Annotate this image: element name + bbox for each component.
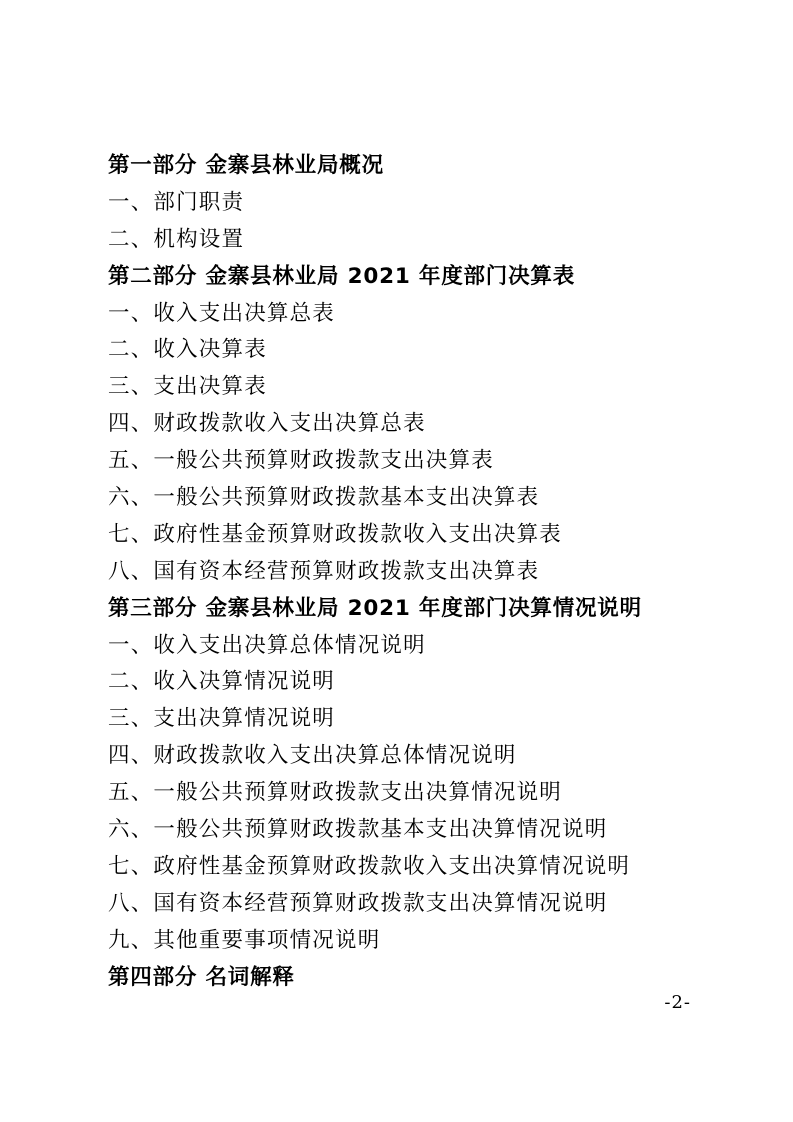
- toc-item: 六、一般公共预算财政拨款基本支出决算表: [108, 485, 540, 511]
- toc-item: 四、财政拨款收入支出决算总表: [108, 411, 426, 437]
- page-number: -2-: [664, 992, 691, 1013]
- toc-item: 五、一般公共预算财政拨款支出决算情况说明: [108, 780, 563, 806]
- table-of-contents: [108, 148, 708, 996]
- toc-item: 九、其他重要事项情况说明: [108, 927, 381, 953]
- toc-part-heading: 第一部分 金寨县林业局概况: [108, 153, 384, 178]
- toc-item: 一、部门职责: [108, 189, 245, 215]
- toc-item: 二、收入决算情况说明: [108, 669, 336, 695]
- toc-item: 七、政府性基金预算财政拨款收入支出决算表: [108, 521, 563, 547]
- toc-part-heading: 第二部分 金寨县林业局 2021 年度部门决算表: [108, 263, 575, 289]
- toc-item: 八、国有资本经营预算财政拨款支出决算表: [108, 558, 540, 584]
- toc-item: 三、支出决算表: [108, 374, 267, 400]
- toc-item: 一、收入支出决算总表: [108, 300, 336, 326]
- toc-item: 六、一般公共预算财政拨款基本支出决算情况说明: [108, 817, 608, 843]
- toc-part-heading: 第四部分 名词解释: [108, 964, 295, 990]
- toc-part-heading: 第三部分 金寨县林业局 2021 年度部门决算情况说明: [108, 595, 642, 621]
- toc-item: 八、国有资本经营预算财政拨款支出决算情况说明: [108, 890, 608, 916]
- toc-item: 四、财政拨款收入支出决算总体情况说明: [108, 743, 517, 769]
- toc-item: 三、支出决算情况说明: [108, 706, 336, 732]
- toc-item: 五、一般公共预算财政拨款支出决算表: [108, 448, 494, 474]
- toc-item: 七、政府性基金预算财政拨款收入支出决算情况说明: [108, 853, 631, 879]
- toc-item: 一、收入支出决算总体情况说明: [108, 632, 426, 658]
- toc-item: 二、机构设置: [108, 226, 245, 252]
- toc-item: 二、收入决算表: [108, 337, 267, 363]
